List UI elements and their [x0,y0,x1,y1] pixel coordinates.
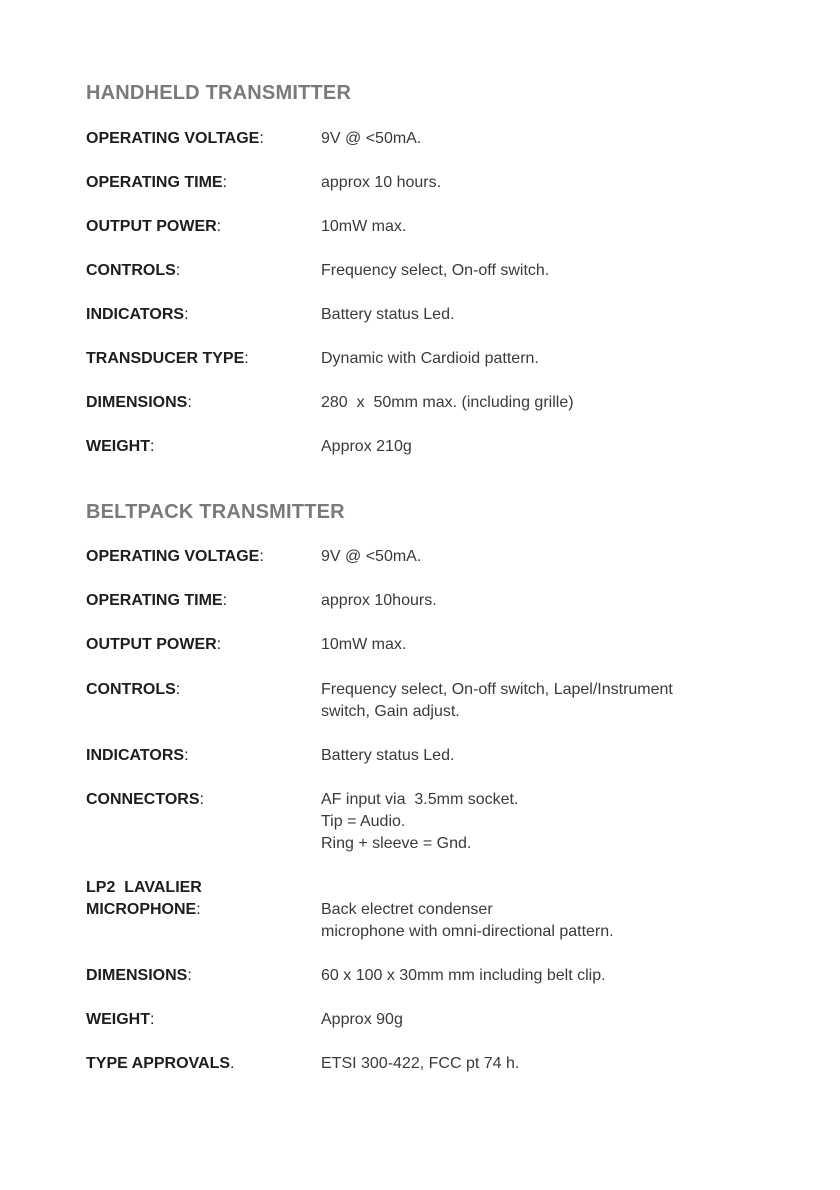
spec-label: OUTPUT POWER: [86,218,222,235]
spec-value: Back electret condenser microphone with omni-directional pattern. [321,901,614,940]
spec-label: TYPE APPROVALS. [86,1055,235,1072]
spec-value: 60 x 100 x 30mm mm including belt clip. [321,967,606,984]
spec-label: CONTROLS: [86,681,181,698]
spec-value: approx 10 hours. [321,174,442,191]
spec-value: Dynamic with Cardioid pattern. [321,350,539,367]
spec-label: OPERATING TIME: [86,592,228,609]
spec-label: OPERATING TIME: [86,174,228,191]
spec-value: AF input via 3.5mm socket. Tip = Audio. Ring + sleeve = Gnd. [321,791,519,852]
spec-value: 9V @ <50mA. [321,548,422,565]
spec-value: Frequency select, On-off switch, Lapel/Instrument switch, Gain adjust. [321,681,673,720]
spec-label: CONTROLS: [86,262,181,279]
spec-value: Approx 90g [321,1011,403,1028]
spec-label: DIMENSIONS: [86,394,192,411]
spec-value: 10mW max. [321,218,407,235]
spec-value: ETSI 300-422, FCC pt 74 h. [321,1055,520,1072]
spec-label: CONNECTORS: [86,791,204,808]
spec-value: Approx 210g [321,438,412,455]
spec-value: Frequency select, On-off switch. [321,262,550,279]
spec-value: 9V @ <50mA. [321,130,422,147]
spec-value: Battery status Led. [321,306,455,323]
spec-value: approx 10hours. [321,592,437,609]
spec-label: WEIGHT: [86,438,155,455]
spec-label: INDICATORS: [86,306,189,323]
spec-label: TRANSDUCER TYPE: [86,350,249,367]
spec-label: DIMENSIONS: [86,967,192,984]
spec-value: 10mW max. [321,636,407,653]
spec-label: OUTPUT POWER: [86,636,222,653]
spec-value: Battery status Led. [321,747,455,764]
spec-label: LP2 LAVALIER MICROPHONE: [86,879,202,918]
handheld-section-title: HANDHELD TRANSMITTER [86,82,352,104]
spec-label: WEIGHT: [86,1011,155,1028]
spec-label: OPERATING VOLTAGE: [86,548,264,565]
beltpack-section-title: BELTPACK TRANSMITTER [86,501,345,523]
spec-value: 280 x 50mm max. (including grille) [321,394,574,411]
spec-label: OPERATING VOLTAGE: [86,130,264,147]
spec-label: INDICATORS: [86,747,189,764]
